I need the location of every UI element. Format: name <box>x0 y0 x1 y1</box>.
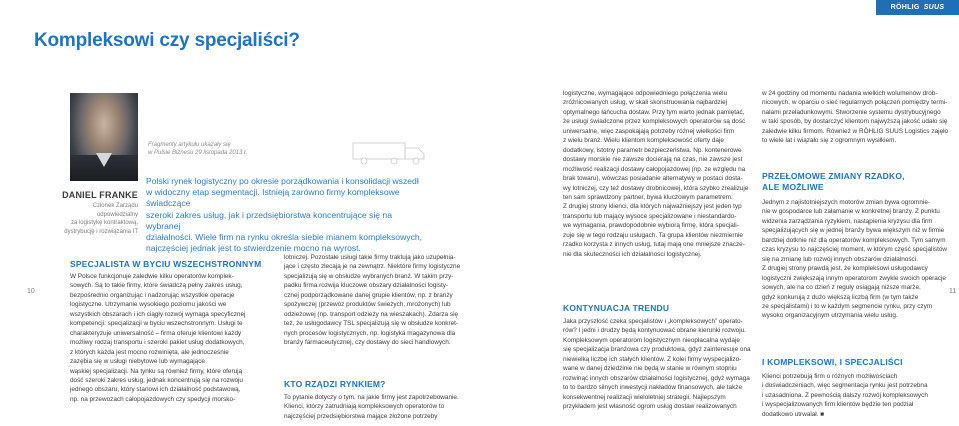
body-line: Klienci, którzy zatrudniają kompleksowych operatorów to <box>284 403 445 411</box>
heading-line: PRZEŁOMOWE ZMIANY RZADKO, <box>762 171 905 181</box>
body-line: i wyspecjalizowanych firm klientów będzie ten podział <box>762 401 914 409</box>
body-line: konsekwentnej realizacji wieloletniej strategii. Najlepszym <box>563 393 726 401</box>
body-line: specjalizują się w obsłudze wybranych branż. W takim przy- <box>284 272 454 280</box>
col2-body-top <box>284 253 460 348</box>
page-title: Kompleksowi czy specjaliści? <box>34 30 300 51</box>
body-line: i uzasadniona. Z pewnością dalszy rozwój kompleksowych <box>762 391 928 399</box>
lead-paragraph <box>146 176 428 254</box>
body-line: rów? I jedni i drudzy będą kontynuować obrane kierunki rozwoju. <box>563 327 746 335</box>
body-line: też, że usługodawcy TSL specjalizują się w obsłudze konkret- <box>284 320 459 328</box>
body-line: wąskiej specjalizacji. Na tynku są również firmy, które oferują <box>70 367 243 375</box>
body-line: przykładem jest własność ogrom usług dostaw realizowanych <box>563 403 737 411</box>
body-line: dostawy morskie nie zawsze docierają na czas, nie zawsze jest <box>563 156 743 164</box>
body-line: Z drugiej strony klienci, dla których najważniejszy jest jeden typ <box>563 203 742 211</box>
author-role-line: Członek Zarządu <box>92 203 138 209</box>
body-line: ze specjalistami) i to w każdym segmencie rynku, przy czym <box>762 302 933 310</box>
body-line: cznej podporządkowane danej grupie klientów, np. z branży <box>284 291 453 299</box>
body-line: dość szeroki zakres usług, jednak koncentrują się na rozwoju <box>70 376 243 384</box>
lead-line: Polski rynek logistyczny po okresie porządkowania i konsolidacji wszedł <box>146 176 419 186</box>
body-line: niewielką liczbę ich stałych klientów. Z kolei firmy wyspecjalizo- <box>563 355 742 363</box>
source-note-line: w Pulsie Biznesu 29 listopada 2013 r. <box>148 150 248 156</box>
col4-heading-1 <box>762 171 905 193</box>
col4-body-mid <box>762 198 947 321</box>
col3-heading: KONTYNUACJA TRENDU <box>563 303 670 313</box>
lead-line: najczęściej jednak jest to stwierdzenie mocno na wyrost. <box>146 243 361 254</box>
col3-body-top <box>563 89 748 259</box>
body-line: nicowych, w oparciu o sieć regularnych połączeń pomiędzy termi- <box>762 99 948 107</box>
body-line: czas kryzysu to najczęściej moment, w którym część specjalistów <box>762 246 948 254</box>
body-line: nie dla skuteczności ich działalności logistycznej. <box>563 250 702 258</box>
body-line: brak towaru), wówczas posiadanie alternatywy w postaci dosta- <box>563 175 743 183</box>
author-role-line: dystrybucję i rozwiązania IT <box>64 228 138 235</box>
body-line: bezpośrednio organizując i nadzorując wszystkie operacje <box>70 291 235 299</box>
body-line: uniwersalne, więc zaspokajają potrzeby różnej wielkości firm <box>563 127 735 135</box>
col1-heading: SPECJALISTA W BYCIU WSZECHSTRONNYM <box>70 259 262 269</box>
source-note-line: Fragmenty artykułu ukazały się <box>148 142 231 148</box>
col4-body-bottom <box>762 372 928 419</box>
body-line: sowych, ale na co dzień z reguły osiągają niższe marże, <box>762 284 921 292</box>
lead-line: w widoczny etap segmentacji. Istnieją zarówno firmy kompleksowe świadczące <box>146 187 400 209</box>
col4-heading-2: I KOMPLEKSOWI, I SPECJALIŚCI <box>762 357 903 367</box>
body-line: Z drugiej strony prawdą jest, że kompleksowi usługodawcy <box>762 265 928 273</box>
body-line: logistyczne. Utrzymanie wysokiego poziomu jakości we <box>70 301 227 309</box>
body-line: z wielu branż. Wielu klientom kompleksowość oferty daje <box>563 137 724 145</box>
lead-line: działalności. Wiele firm na rynku określa siebie mianem kompleksowych, <box>146 232 423 243</box>
body-line: zaledwie kilku firmom. Również w RÖHLIG SUUS Logistics zajęło <box>762 127 949 135</box>
body-line: padku firma rozwija kluczowe obszary działalności logisty- <box>284 282 449 290</box>
body-line: w 24 godziny od momentu nadania wielkich wolumenów drob- <box>762 90 938 97</box>
col3-body-bottom <box>563 317 751 412</box>
body-line: ten sam sprawdzony partner, bywa kluczowym parametrem. <box>563 193 733 201</box>
body-line: zróżnicowanych usług, w skali skonstruowania najbardziej <box>563 99 728 107</box>
body-line: to wiele lat i wiązało się z ogromnym wysiłkiem. <box>762 137 897 145</box>
body-line: się na zmianę lub rozwój innych obszarów działalności. <box>762 255 918 263</box>
body-line: zuje się w tego rodzaju usługach. Ta grupa klientów niezmiernie <box>563 231 743 239</box>
body-line: rzadko korzysta z innych usług, tutaj mają one mniejsze znacze- <box>563 241 745 249</box>
author-role-line: za logistykę kontraktową, <box>70 220 138 226</box>
body-line: logistyczni zwiększają innym operatorom zwykle swoich operacje <box>762 274 946 282</box>
body-line: wane w danej dziedzinie nie będą w stanie w równym stopniu <box>563 365 737 373</box>
body-line: Klienci potrzebują firm o różnych możliwościach <box>762 373 898 380</box>
body-line: W Polsce funkcjonuje zaledwie kilku operatorów komplek- <box>70 273 234 280</box>
body-line: nych procesów logistycznych, np. logistyka magazynowa dla <box>284 329 456 337</box>
body-line: sowych. Są to takie firmy, które świadczą pełny zakres usług, <box>70 282 243 290</box>
body-line: lotniczej. Pozostałe usługi takie firmy traktują jako uzupełnia- <box>284 254 456 261</box>
body-line: możliwość realizacji dostawy całopojazdowej (np. ze względu na <box>563 165 746 173</box>
body-line: i doświadczeniach, więc segmentacja rynku jest potrzebna <box>762 382 928 390</box>
brand-logo <box>876 0 959 15</box>
page-number-right: 11 <box>949 288 957 295</box>
col1-body <box>70 272 245 404</box>
body-line: To pytanie dotyczy o tym, na jakie firmy jest zapotrzebowanie. <box>284 394 459 401</box>
body-line: spożywczej (przewóz produktów świeżych, mrożonych) lub <box>284 301 451 309</box>
body-line: branży farmaceutycznej, czy dostawy do sieci handlowych. <box>284 339 451 347</box>
author-name: DANIEL FRANKE <box>62 190 138 200</box>
col4-body-top <box>762 89 948 146</box>
body-line: Jednym z najistotniejszych motorów zmian bywa ogromnie- <box>762 199 930 206</box>
body-line: w taki sposób, by dostarczyć klientom najwyższą jakość udało się <box>762 118 948 126</box>
brand-logo-right: SUUS <box>923 4 945 11</box>
body-line: wszystkich obszarach i ich ciągły rozwój wymaga specyficznej <box>70 310 246 318</box>
body-line: np. na przewozach całopojazdowych czy spedycji morsko- <box>70 395 236 403</box>
body-line: się specjalizacja branżowa czy produktowa, gdyż zainteresuje ona <box>563 346 751 354</box>
body-line: to to bardzo silnych inwestycji nakładów finansowych, ale także <box>563 384 743 392</box>
source-note <box>148 141 248 157</box>
body-line: nie w gospodarce lub załamanie w konkretnej branży. Z punktu <box>762 208 940 216</box>
truck-icon <box>352 140 430 166</box>
col2-body-bottom <box>284 393 459 421</box>
body-line: dodatkowy, istotny parametr bezpieczeństwa. Np. kontenerowe <box>563 146 742 154</box>
body-line: widzenia zarządzania ryzykiem, nastąpienia kryzysu dla firm <box>762 217 933 225</box>
body-line: że usługi świadczone przez kompleksowych operatorów są dość <box>563 118 746 126</box>
body-line: jednego obszaru, który stanowi ich działalność podstawową, <box>70 386 241 394</box>
body-line: Kompleksowym operatorom logistycznym nieopłacalna wydaje <box>563 336 740 344</box>
body-line: zazębia się w usługi niebytowe lub wymagające <box>70 358 205 366</box>
body-line: dodatkowo utrwalał. ■ <box>762 410 825 418</box>
body-line: kompetencji: specjalizacji w byciu wszechstronnym. Usługi te <box>70 320 243 328</box>
body-line: wysoko organizacyjnym utrzymania wielu usług. <box>762 312 898 320</box>
body-line: najczęściej przedsiębiorstwa mające złożone potrzeby <box>284 412 438 420</box>
brand-logo-left: RÖHLIG <box>890 4 920 11</box>
body-line: optymalnego łańcucha dostaw. Przy tym warto jednak pamiętać, <box>563 108 745 116</box>
body-line: jące i często zlecają je na zewnątrz. Niektóre firmy logistyczne <box>284 263 461 271</box>
author-role <box>40 202 138 236</box>
heading-line: ALE MOŻLIWE <box>762 182 824 192</box>
body-line: odzieżowej (np. transport odzieży na wieszakach). Zdarza się <box>284 310 459 318</box>
lead-line: szeroki zakres usług, jak i przedsiębiorstwa koncentrujące się na wybranej <box>146 209 392 231</box>
body-line: specjalizujących się w jednej branży bywa większym niż w firmie <box>762 227 945 235</box>
body-line: rozwinąć innych obszarów działalności logistycznej, gdyż wymaga <box>563 374 750 382</box>
body-line: logistyczne, wymagające odpowiedniego połączenia wielu <box>563 90 728 97</box>
col2-heading: KTO RZĄDZI RYNKIEM? <box>284 379 386 389</box>
body-line: możliwy rodzaj transportu i szeroki pakiet usług dodatkowych, <box>70 339 245 347</box>
author-role-line: odpowiedzialny <box>96 211 138 218</box>
body-line: bardziej dotknie niż dla operatorów kompleksowych. Tym samym <box>762 236 946 244</box>
body-line: wy lotniczej, czy też dostawy drobnicowej, która szybko zrealizuje <box>563 184 749 192</box>
page-number-left: 10 <box>27 288 35 295</box>
body-line: Jaka przyszłość czeka specjalistów i „kompleksowych” operato- <box>563 318 743 325</box>
body-line: z których każda jest mocno rozwinięta, ale jednocześnie <box>70 348 229 356</box>
body-line: transportu lub mający wysoce specjalizowane i niestandardo- <box>563 212 737 220</box>
body-line: we wymagania, prawdopodobnie wybiorą firmę, która specjali- <box>563 222 739 230</box>
body-line: gdyż konkurują z dużo większą liczbą firm (w tym także <box>762 293 919 301</box>
body-line: nalami przeładunkowymi. Stworzenie systemu dystrybucyjnego <box>762 108 941 116</box>
body-line: charakteryzuje uniwersalność – firma oferuje klientowi każdy <box>70 329 242 337</box>
